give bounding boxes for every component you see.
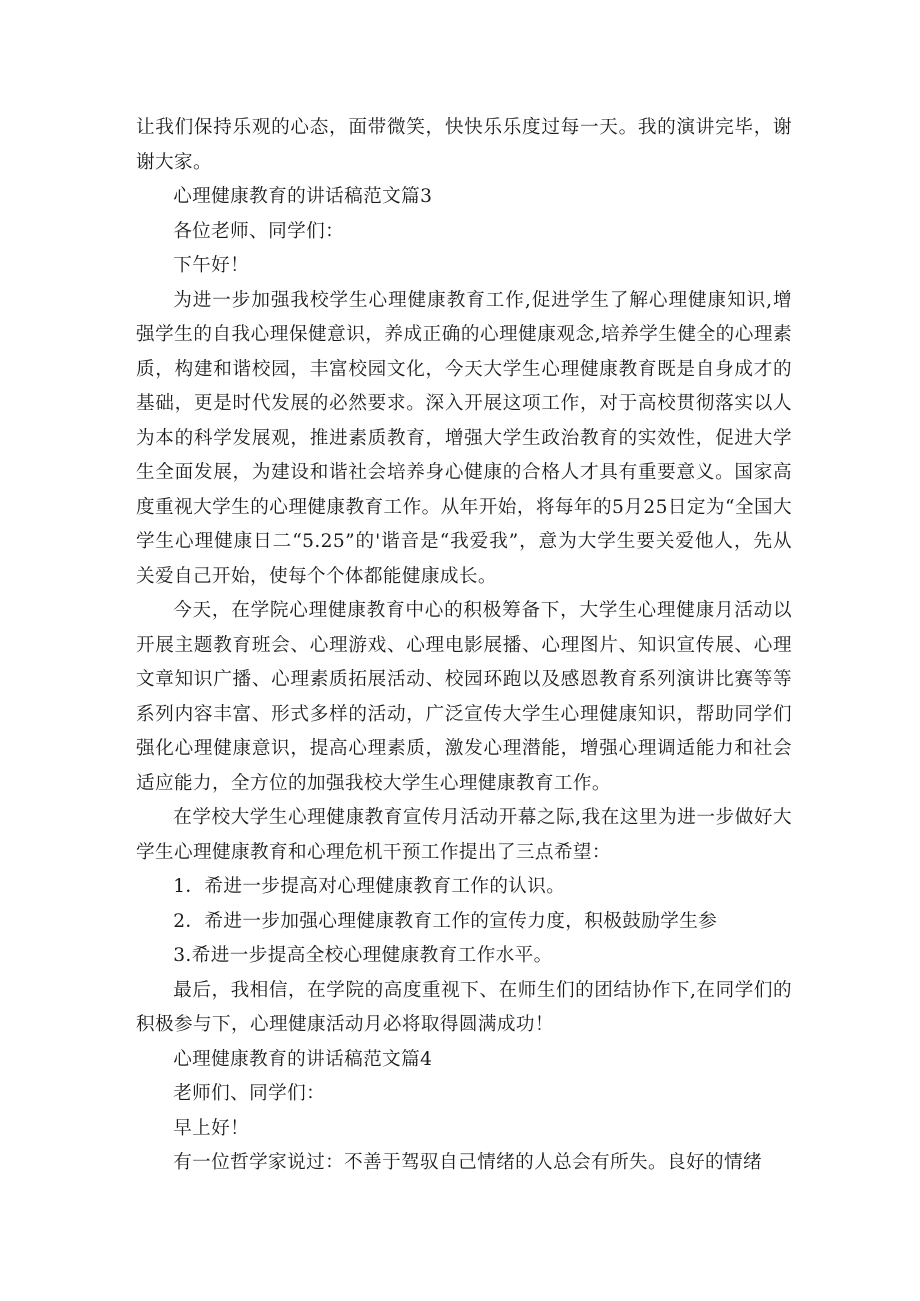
list-item: 2．希进一步加强心理健康教育工作的宣传力度，积极鼓励学生参: [173, 910, 718, 932]
body-paragraph: 为进一步加强我校学生心理健康教育工作,促进学生了解心理健康知识,增强学生的自我心理保健意识，养成正确的心理健康观念,培养学生健全的心理素质，构建和谐校园，丰富校园文化，今天大学生心理健康教育既是自身成才的基础，更是时代发展的必然要求。深入开展这项工作，对于高校贯彻落实以人为本的科学发展观，推进素质教育，增强大学生政治教育的实效性，促进大学生全面发展，为建设和谐社会培养身心健康的合格人才具有重要意义。国家高度重视大学生的心理健康教育工作。从年开始，将每年的5月25日定为“全国大学生心理健康日二“5.25”的'谐音是“我爱我”，意为大学生要关爱他人，先从关爱自己开始，使每个个体都能健康成长。: [136, 289, 792, 587]
list-item: 1．希进一步提高对心理健康教育工作的认识。: [173, 876, 566, 897]
section-heading-4: 心理健康教育的讲话稿范文篇4: [173, 1048, 433, 1070]
body-paragraph: 有一位哲学家说过：不善于驾驭自己情绪的人总会有所失。良好的情绪: [173, 1152, 762, 1173]
section-heading-3: 心理健康教育的讲话稿范文篇3: [173, 186, 433, 207]
document-body: [136, 111, 792, 1181]
greeting: 下午好！: [173, 255, 250, 276]
list-item: 3.希进一步提高全校心理健康教育工作水平。: [173, 945, 553, 966]
salutation: 老师们、同学们：: [173, 1083, 326, 1104]
body-paragraph: 在学校大学生心理健康教育宣传月活动开幕之际,我在这里为进一步做好大学生心理健康教育和心理危机干预工作提出了三点希望：: [136, 807, 792, 863]
body-paragraph: 最后，我相信，在学院的高度重视下、在师生们的团结协作下,在同学们的积极参与下，心理健康活动月必将取得圆满成功！: [136, 979, 792, 1035]
body-paragraph: 今天，在学院心理健康教育中心的积极筹备下，大学生心理健康月活动以开展主题教育班会、心理游戏、心理电影展播、心理图片、知识宣传展、心理文章知识广播、心理素质拓展活动、校园环跑以及感恩教育系列演讲比赛等等系列内容丰富、形式多样的活动，广泛宣传大学生心理健康知识，帮助同学们强化心理健康意识，提高心理素质，激发心理潜能，增强心理调适能力和社会适应能力，全方位的加强我校大学生心理健康教育工作。: [136, 600, 792, 794]
closing-paragraph: 让我们保持乐观的心态，面带微笑，快快乐乐度过每一天。我的演讲完毕，谢谢大家。: [136, 117, 792, 173]
greeting: 早上好！: [173, 1117, 250, 1139]
salutation: 各位老师、同学们：: [173, 220, 345, 242]
